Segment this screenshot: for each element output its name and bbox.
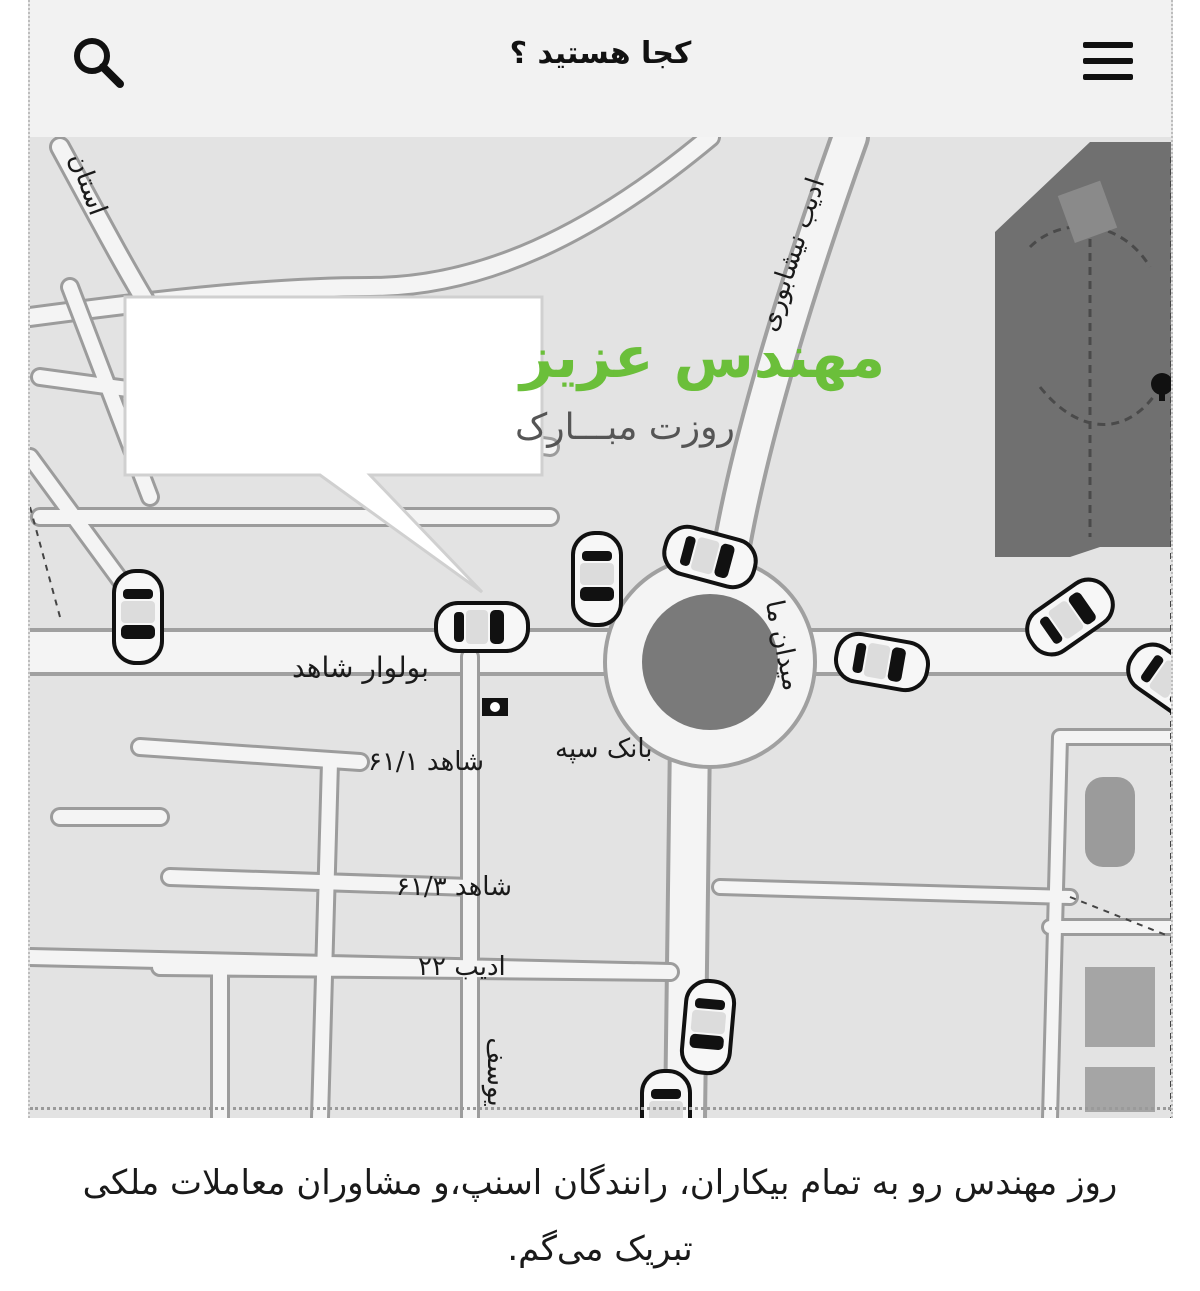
street-label: استان [62,149,113,220]
car-marker [114,571,162,663]
bank-icon [482,698,508,716]
place-label: بانک سپه [555,734,653,764]
map-edge [30,1107,1171,1110]
map-view[interactable] [30,137,1171,1118]
street-label: بولوار شاهد [292,651,429,684]
banner-headline: مهندس عزیز [520,323,886,391]
building-block [1085,967,1155,1047]
street-label: شاهد ۶۱/۱ [368,747,484,777]
street-label: ادیب نیشابوری [753,173,832,336]
street-label: میدان ما [758,597,808,694]
building-block [1085,1067,1155,1112]
page-title: کجا هستید ؟ [509,36,692,71]
street-label: یوسف [481,1037,511,1107]
top-bar [30,0,1171,137]
car-marker [573,533,621,625]
building-block [1085,777,1135,867]
post-caption: روز مهندس رو به تمام بیکاران، رانندگان اسنپ،و مشاوران معاملات ملکی تبریک می‌گم. [82,1163,1118,1269]
car-marker [642,1071,690,1118]
app-screen [28,0,1173,1118]
car-marker [436,603,528,651]
street-label: شاهد ۶۱/۳ [396,872,512,902]
car-marker [680,979,736,1075]
street-label: ادیب ۲۲ [418,952,506,982]
menu-button[interactable] [1081,38,1137,86]
banner-subline: روزت مبـــارک [515,407,735,448]
hamburger-menu-icon [1081,38,1137,86]
